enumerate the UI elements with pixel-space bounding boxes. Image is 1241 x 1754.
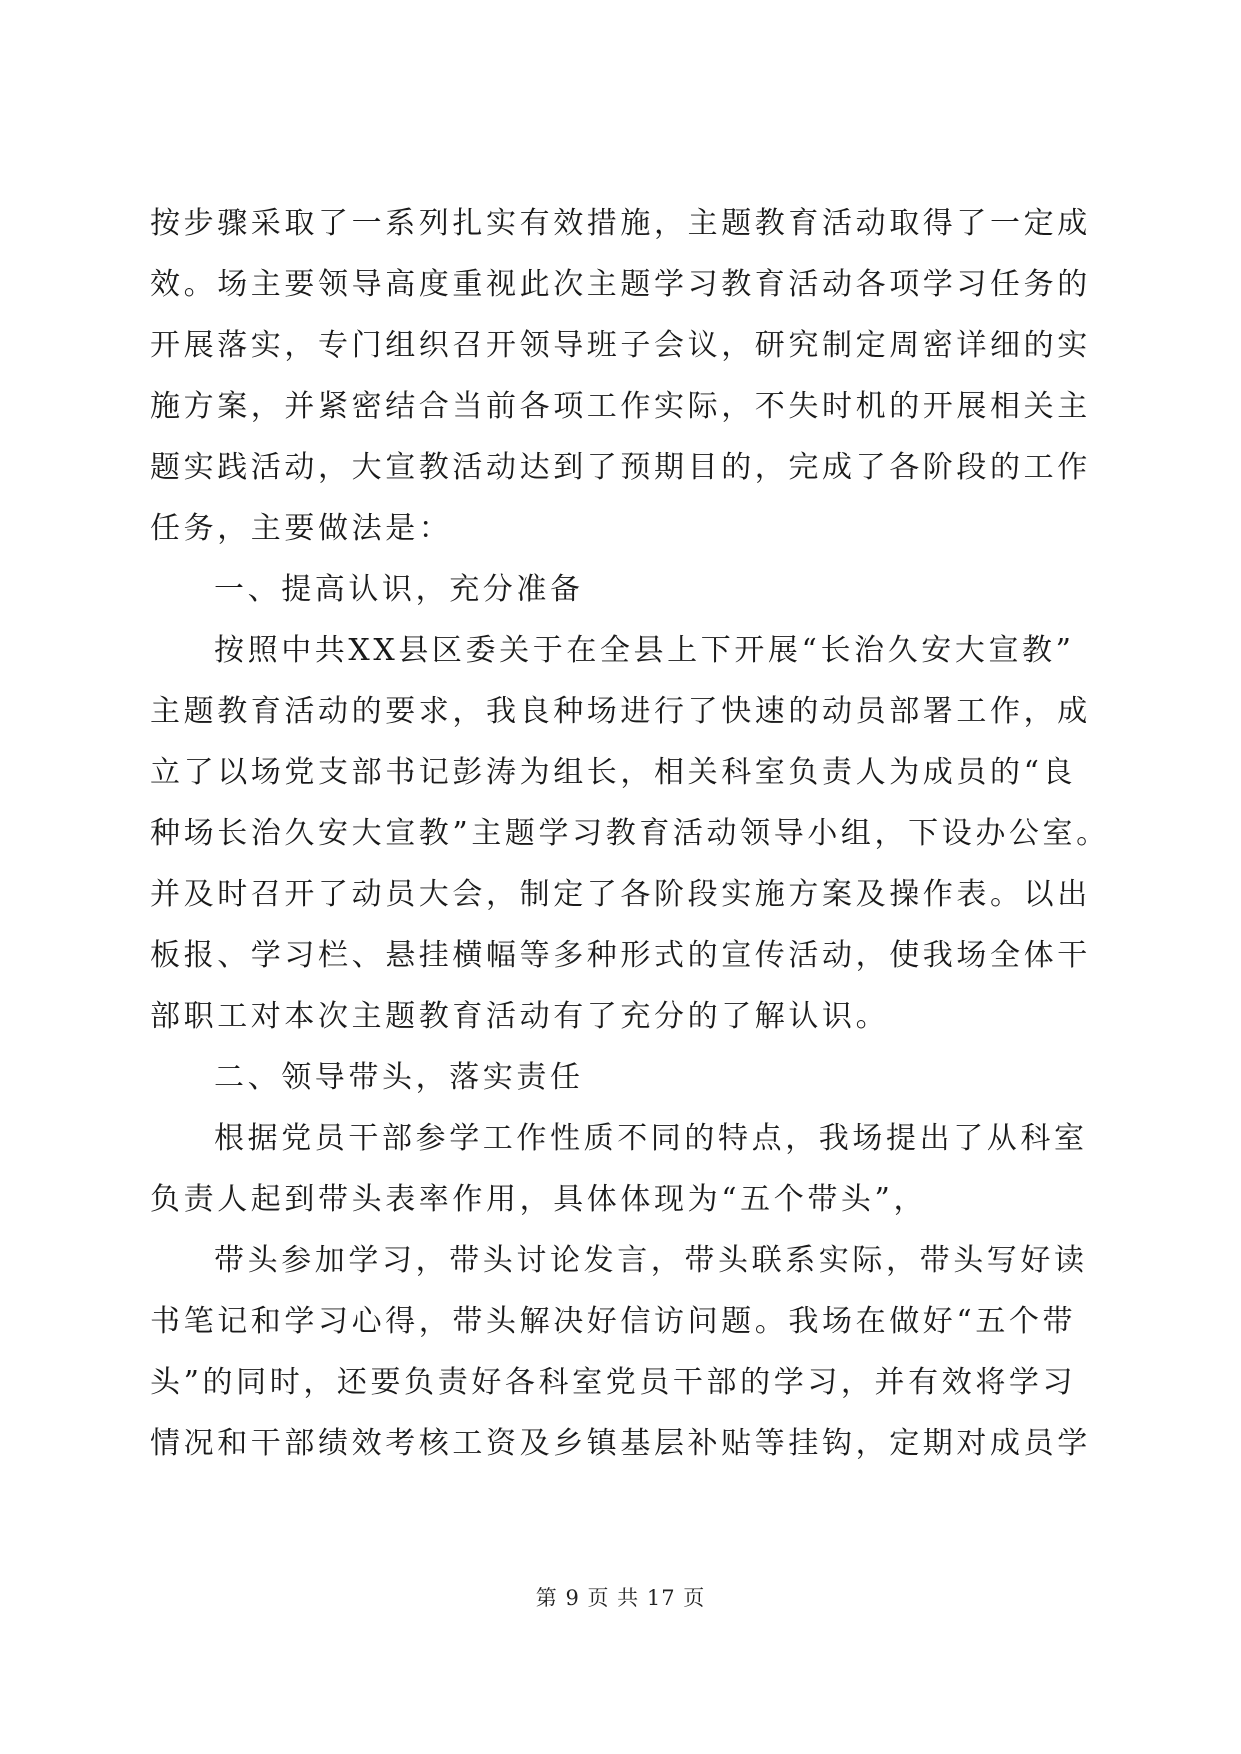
text-line: 按步骤采取了一系列扎实有效措施，主题教育活动取得了一定成 xyxy=(150,206,1091,241)
text-line: 任务，主要做法是： xyxy=(150,511,453,546)
text-line: 立了以场党支部书记彭涛为组长，相关科室负责人为成员的“良 xyxy=(150,755,1077,790)
text-line: 题实践活动，大宣教活动达到了预期目的，完成了各阶段的工作 xyxy=(150,450,1091,485)
text-line: 负责人起到带头表率作用，具体体现为“五个带头”， xyxy=(150,1182,928,1217)
text-line: 板报、学习栏、悬挂横幅等多种形式的宣传活动，使我场全体干 xyxy=(150,938,1091,973)
text-line: 种场长治久安大宣教”主题学习教育活动领导小组，下设办公室。 xyxy=(150,816,1110,851)
text-line: 效。场主要领导高度重视此次主题学习教育活动各项学习任务的 xyxy=(150,267,1091,302)
text-line: 并及时召开了动员大会，制定了各阶段实施方案及操作表。以出 xyxy=(150,877,1091,912)
paragraph-first-line: 带头参加学习，带头讨论发言，带头联系实际，带头写好读 xyxy=(214,1243,1088,1278)
text-line: 开展落实，专门组织召开领导班子会议，研究制定周密详细的实 xyxy=(150,328,1091,363)
text-line: 主题教育活动的要求，我良种场进行了快速的动员部署工作，成 xyxy=(150,694,1091,729)
paragraph-first-line: 按照中共XX县区委关于在全县上下开展“长治久安大宣教” xyxy=(214,633,1075,668)
text-line: 情况和干部绩效考核工资及乡镇基层补贴等挂钩，定期对成员学 xyxy=(150,1426,1091,1461)
section-heading: 二、领导带头，落实责任 xyxy=(214,1060,584,1095)
text-line: 头”的同时，还要负责好各科室党员干部的学习，并有效将学习 xyxy=(150,1365,1077,1400)
text-line: 部职工对本次主题教育活动有了充分的了解认识。 xyxy=(150,999,890,1034)
page-number-footer: 第 9 页 共 17 页 xyxy=(535,1586,706,1610)
paragraph-first-line: 根据党员干部参学工作性质不同的特点，我场提出了从科室 xyxy=(214,1121,1088,1156)
section-heading: 一、提高认识，充分准备 xyxy=(214,572,584,607)
document-body xyxy=(150,193,1110,1474)
text-line: 施方案，并紧密结合当前各项工作实际，不失时机的开展相关主 xyxy=(150,389,1091,424)
text-line: 书笔记和学习心得，带头解决好信访问题。我场在做好“五个带 xyxy=(150,1304,1077,1339)
